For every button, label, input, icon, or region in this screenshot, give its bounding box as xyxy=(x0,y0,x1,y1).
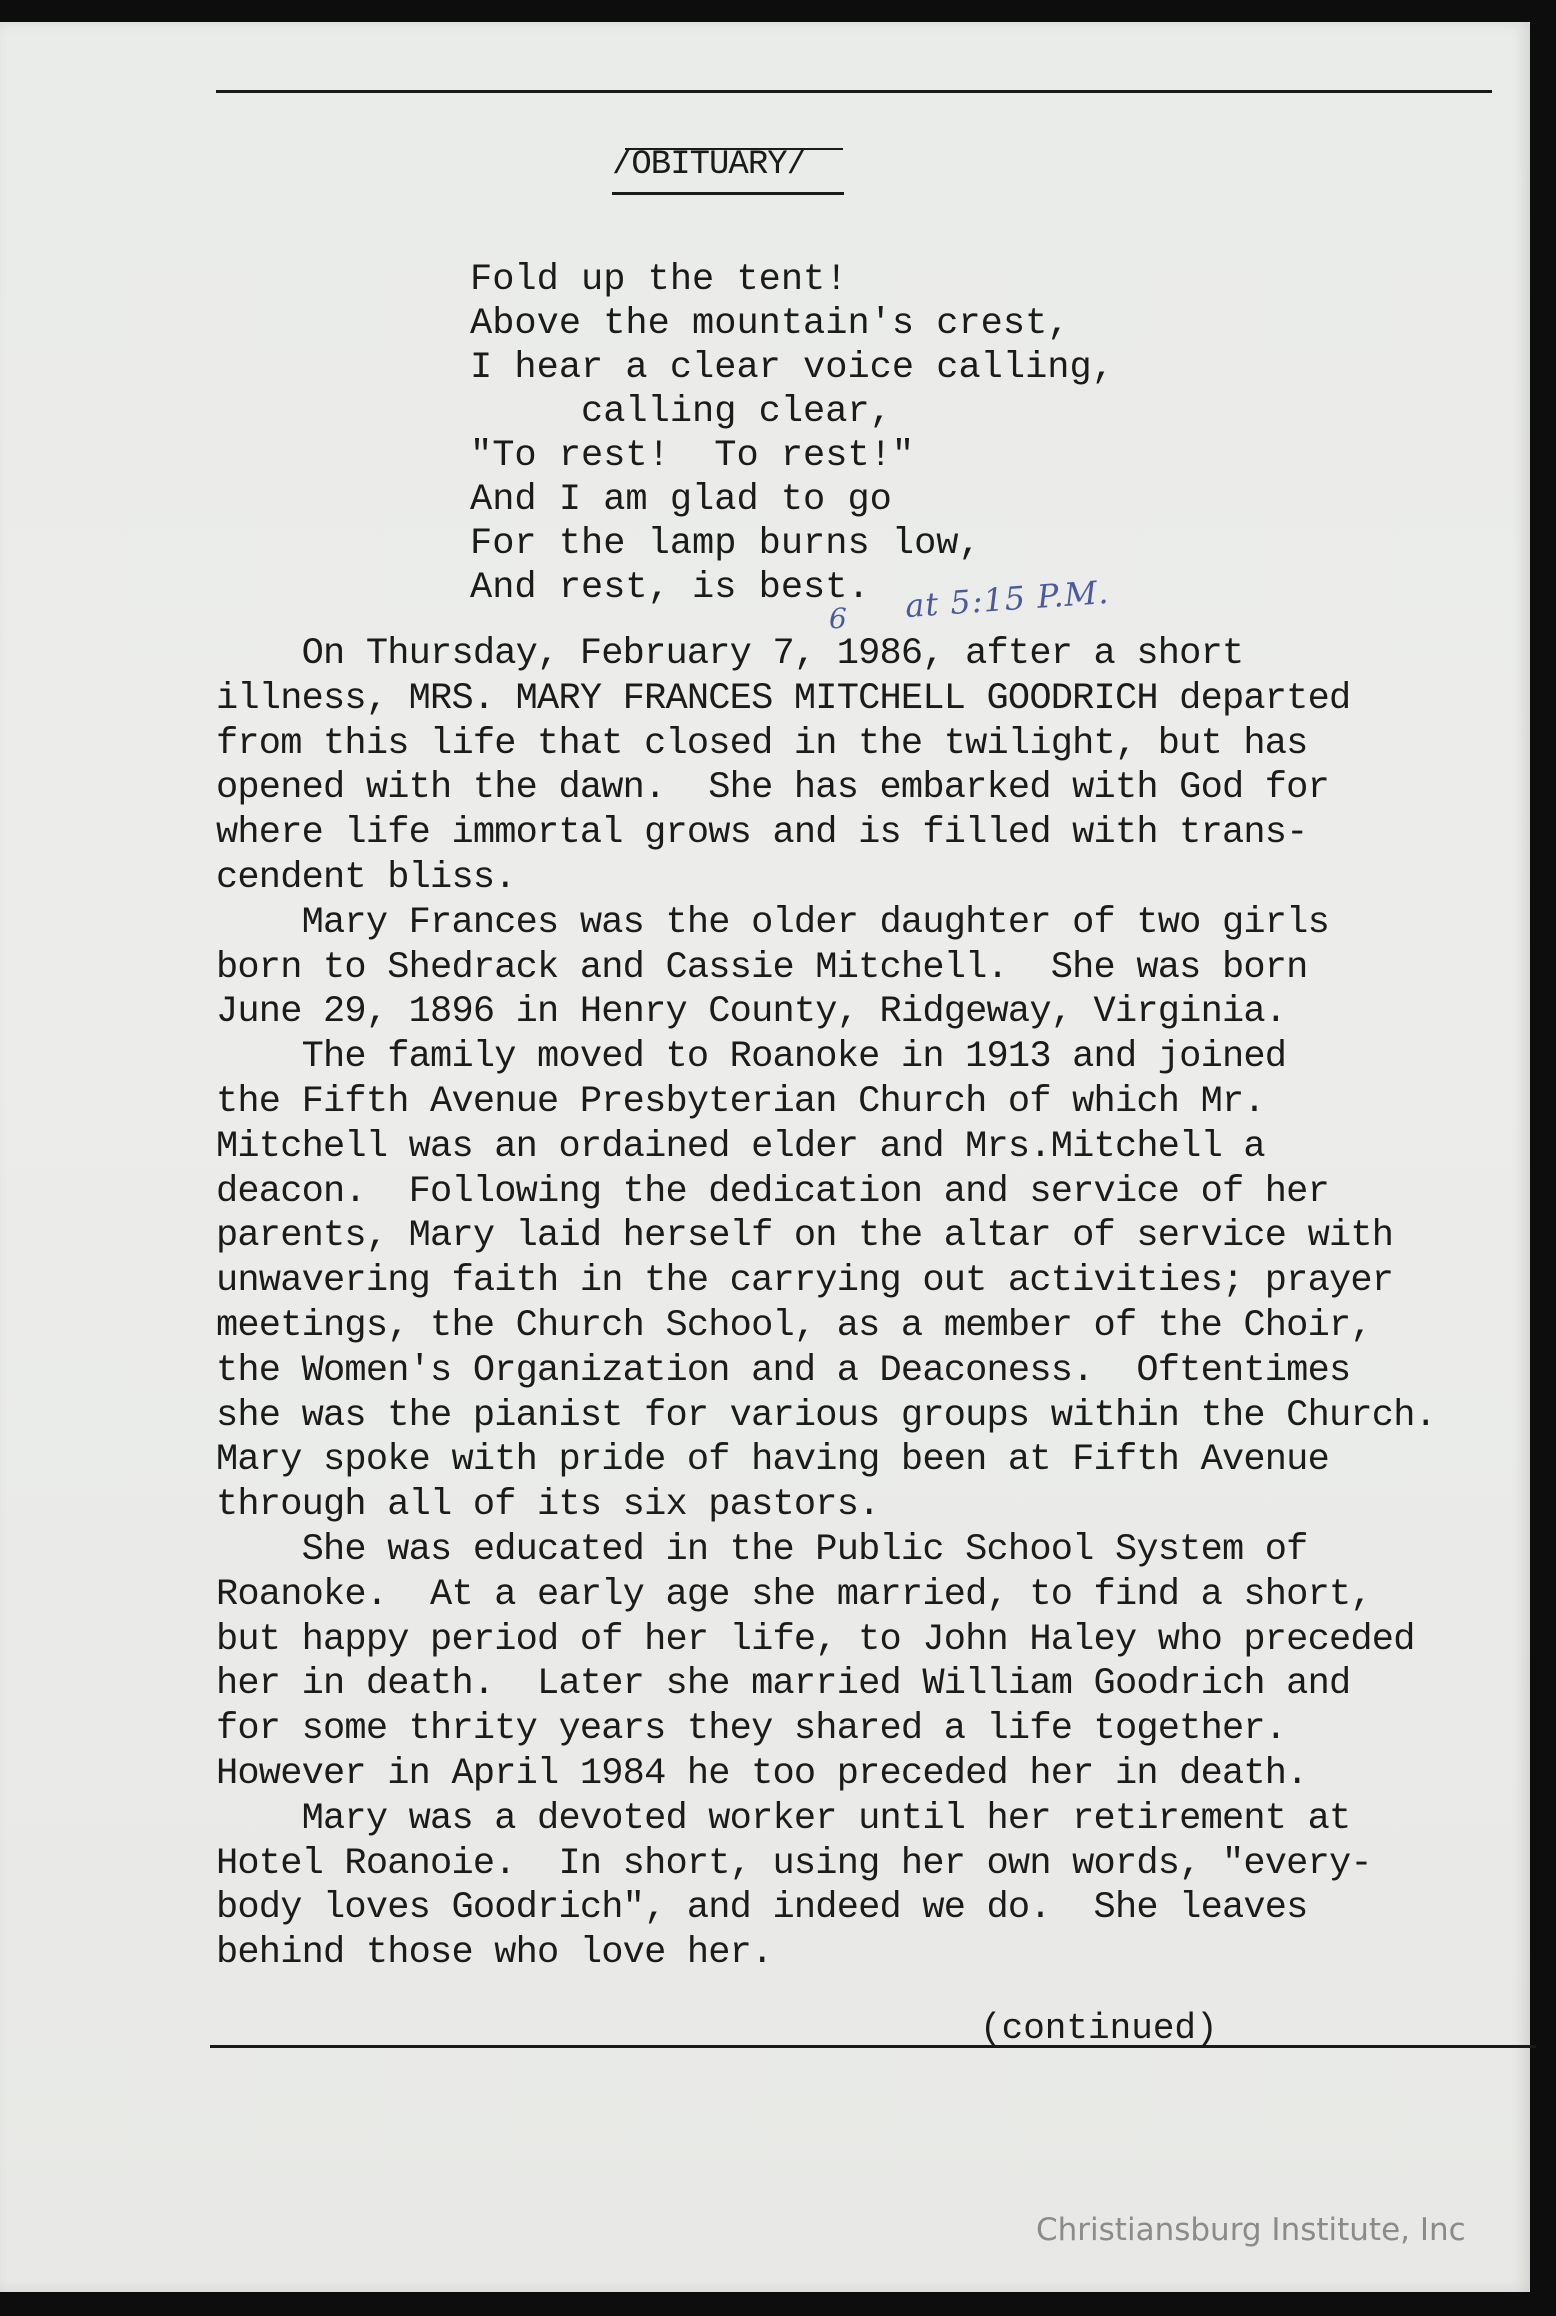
body-line: June 29, 1896 in Henry County, Ridgeway, Virginia. xyxy=(216,991,1287,1034)
body-line: parents, Mary laid herself on the altar of service with xyxy=(216,1215,1394,1258)
body-line: deacon. Following the dedication and service of her xyxy=(216,1170,1329,1213)
body-line: for some thrity years they shared a life together. xyxy=(216,1708,1287,1751)
body-line: Mary was a devoted worker until her retirement at xyxy=(216,1797,1351,1840)
body-line: where life immortal grows and is filled with trans- xyxy=(216,812,1308,855)
body-line: She was educated in the Public School System of xyxy=(216,1528,1308,1571)
continued-label: (continued) xyxy=(980,2008,1218,2049)
body-line: On Thursday, February 7, 1986, after a short xyxy=(216,633,1244,675)
body-line: meetings, the Church School, as a member of the Choir, xyxy=(216,1304,1372,1347)
top-rule xyxy=(216,90,1492,93)
document-title: /OBITUARY/ xyxy=(612,146,807,184)
body-line: Mitchell was an ordained elder and Mrs.Mitchell a xyxy=(216,1125,1265,1168)
poem-line: And rest, is best. xyxy=(470,567,870,609)
poem xyxy=(470,258,1114,610)
poem-line: "To rest! To rest!" xyxy=(470,435,915,477)
body-line: Mary Frances was the older daughter of two girls xyxy=(216,901,1329,944)
watermark: Christiansburg Institute, Inc xyxy=(1036,2212,1466,2248)
body-line: Roanoke. At a early age she married, to find a short, xyxy=(216,1573,1372,1616)
body-line: her in death. Later she married William Goodrich and xyxy=(216,1663,1351,1706)
body-line: Mary spoke with pride of having been at Fifth Avenue xyxy=(216,1439,1329,1482)
poem-line: I hear a clear voice calling, xyxy=(470,347,1114,389)
body-line: from this life that closed in the twilight, but has xyxy=(216,722,1308,765)
body-line: the Women's Organization and a Deaconess. Oftentimes xyxy=(216,1349,1351,1392)
body-line: opened with the dawn. She has embarked with God for xyxy=(216,767,1329,810)
body-line: illness, MRS. MARY FRANCES MITCHELL GOODRICH departed xyxy=(216,677,1351,720)
body-line: The family moved to Roanoke in 1913 and joined xyxy=(216,1036,1287,1079)
body-line: born to Shedrack and Cassie Mitchell. She was born xyxy=(216,946,1308,989)
handwritten-date-correction: 6 xyxy=(829,602,847,635)
title-underline xyxy=(612,192,844,195)
poem-line: And I am glad to go xyxy=(470,479,892,521)
obituary-body xyxy=(216,632,1536,1976)
document-page xyxy=(0,22,1530,2292)
body-line: Hotel Roanoie. In short, using her own words, "every- xyxy=(216,1842,1372,1885)
bottom-rule xyxy=(210,2045,1536,2048)
poem-line: For the lamp burns low, xyxy=(470,523,981,565)
body-line: behind those who love her. xyxy=(216,1932,773,1975)
poem-line: calling clear, xyxy=(470,391,892,433)
body-line: unwavering faith in the carrying out activities; prayer xyxy=(216,1260,1394,1303)
body-line: body loves Goodrich", and indeed we do. She leaves xyxy=(216,1887,1308,1930)
handwritten-time-note: at 5:15 P.M. xyxy=(903,572,1111,626)
body-line: cendent bliss. xyxy=(216,856,516,899)
poem-line: Fold up the tent! xyxy=(470,259,848,301)
poem-line: Above the mountain's crest, xyxy=(470,303,1070,345)
body-line: but happy period of her life, to John Haley who preceded xyxy=(216,1618,1415,1661)
body-line: she was the pianist for various groups within the Church. xyxy=(216,1394,1437,1437)
body-line: However in April 1984 he too preceded her in death. xyxy=(216,1752,1308,1795)
body-line: through all of its six pastors. xyxy=(216,1484,880,1527)
body-line: the Fifth Avenue Presbyterian Church of which Mr. xyxy=(216,1080,1265,1123)
